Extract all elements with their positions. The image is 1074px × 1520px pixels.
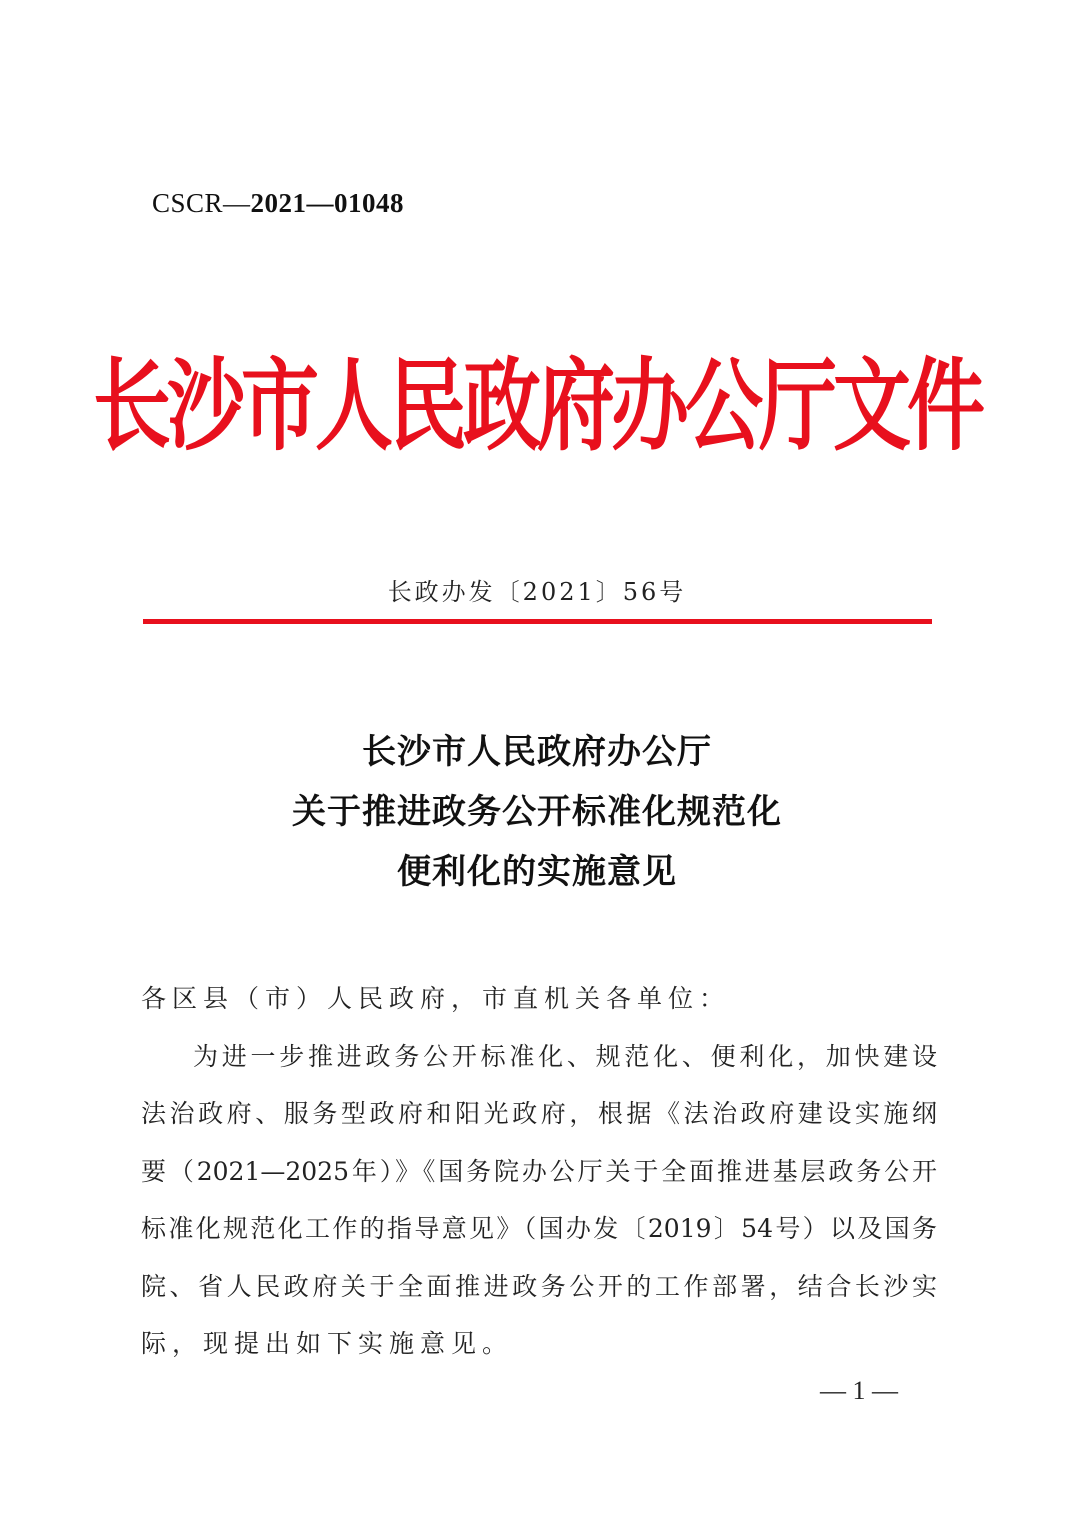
masthead [0, 348, 1074, 465]
document-number: 长政办发〔2021〕56号 [387, 578, 687, 606]
salutation: 各区县（市）人民政府，市直机关各单位： [141, 984, 731, 1013]
document-code-prefix: CSCR— [152, 188, 251, 218]
body-line: 际，现提出如下实施意见。 [141, 1329, 514, 1358]
body-line: 为进一步推进政务公开标准化、规范化、便利化，加快建设 [193, 1041, 937, 1071]
body-line: 标准化规范化工作的指导意见》（国办发〔2019〕54号）以及国务 [141, 1214, 937, 1243]
page-number: — 1 — [820, 1376, 898, 1405]
body-line: 法治政府、服务型政府和阳光政府，根据《法治政府建设实施纲 [141, 1099, 937, 1128]
red-divider [143, 619, 932, 624]
masthead-title: 长沙市人民政府办公厅文件 [92, 348, 981, 465]
document-title [0, 722, 1074, 902]
document-code-number: 2021—01048 [250, 188, 405, 218]
document-code [152, 188, 404, 219]
body-line: 院、省人民政府关于全面推进政务公开的工作部署，结合长沙实 [141, 1271, 937, 1301]
document-body [141, 970, 937, 1373]
title-line-3: 便利化的实施意见 [397, 852, 677, 892]
title-line-2: 关于推进政务公开标准化规范化 [292, 792, 782, 832]
body-line: 要（2021—2025年）》《国务院办公厅关于全面推进基层政务公开 [141, 1156, 937, 1186]
title-line-1: 长沙市人民政府办公厅 [362, 732, 712, 772]
